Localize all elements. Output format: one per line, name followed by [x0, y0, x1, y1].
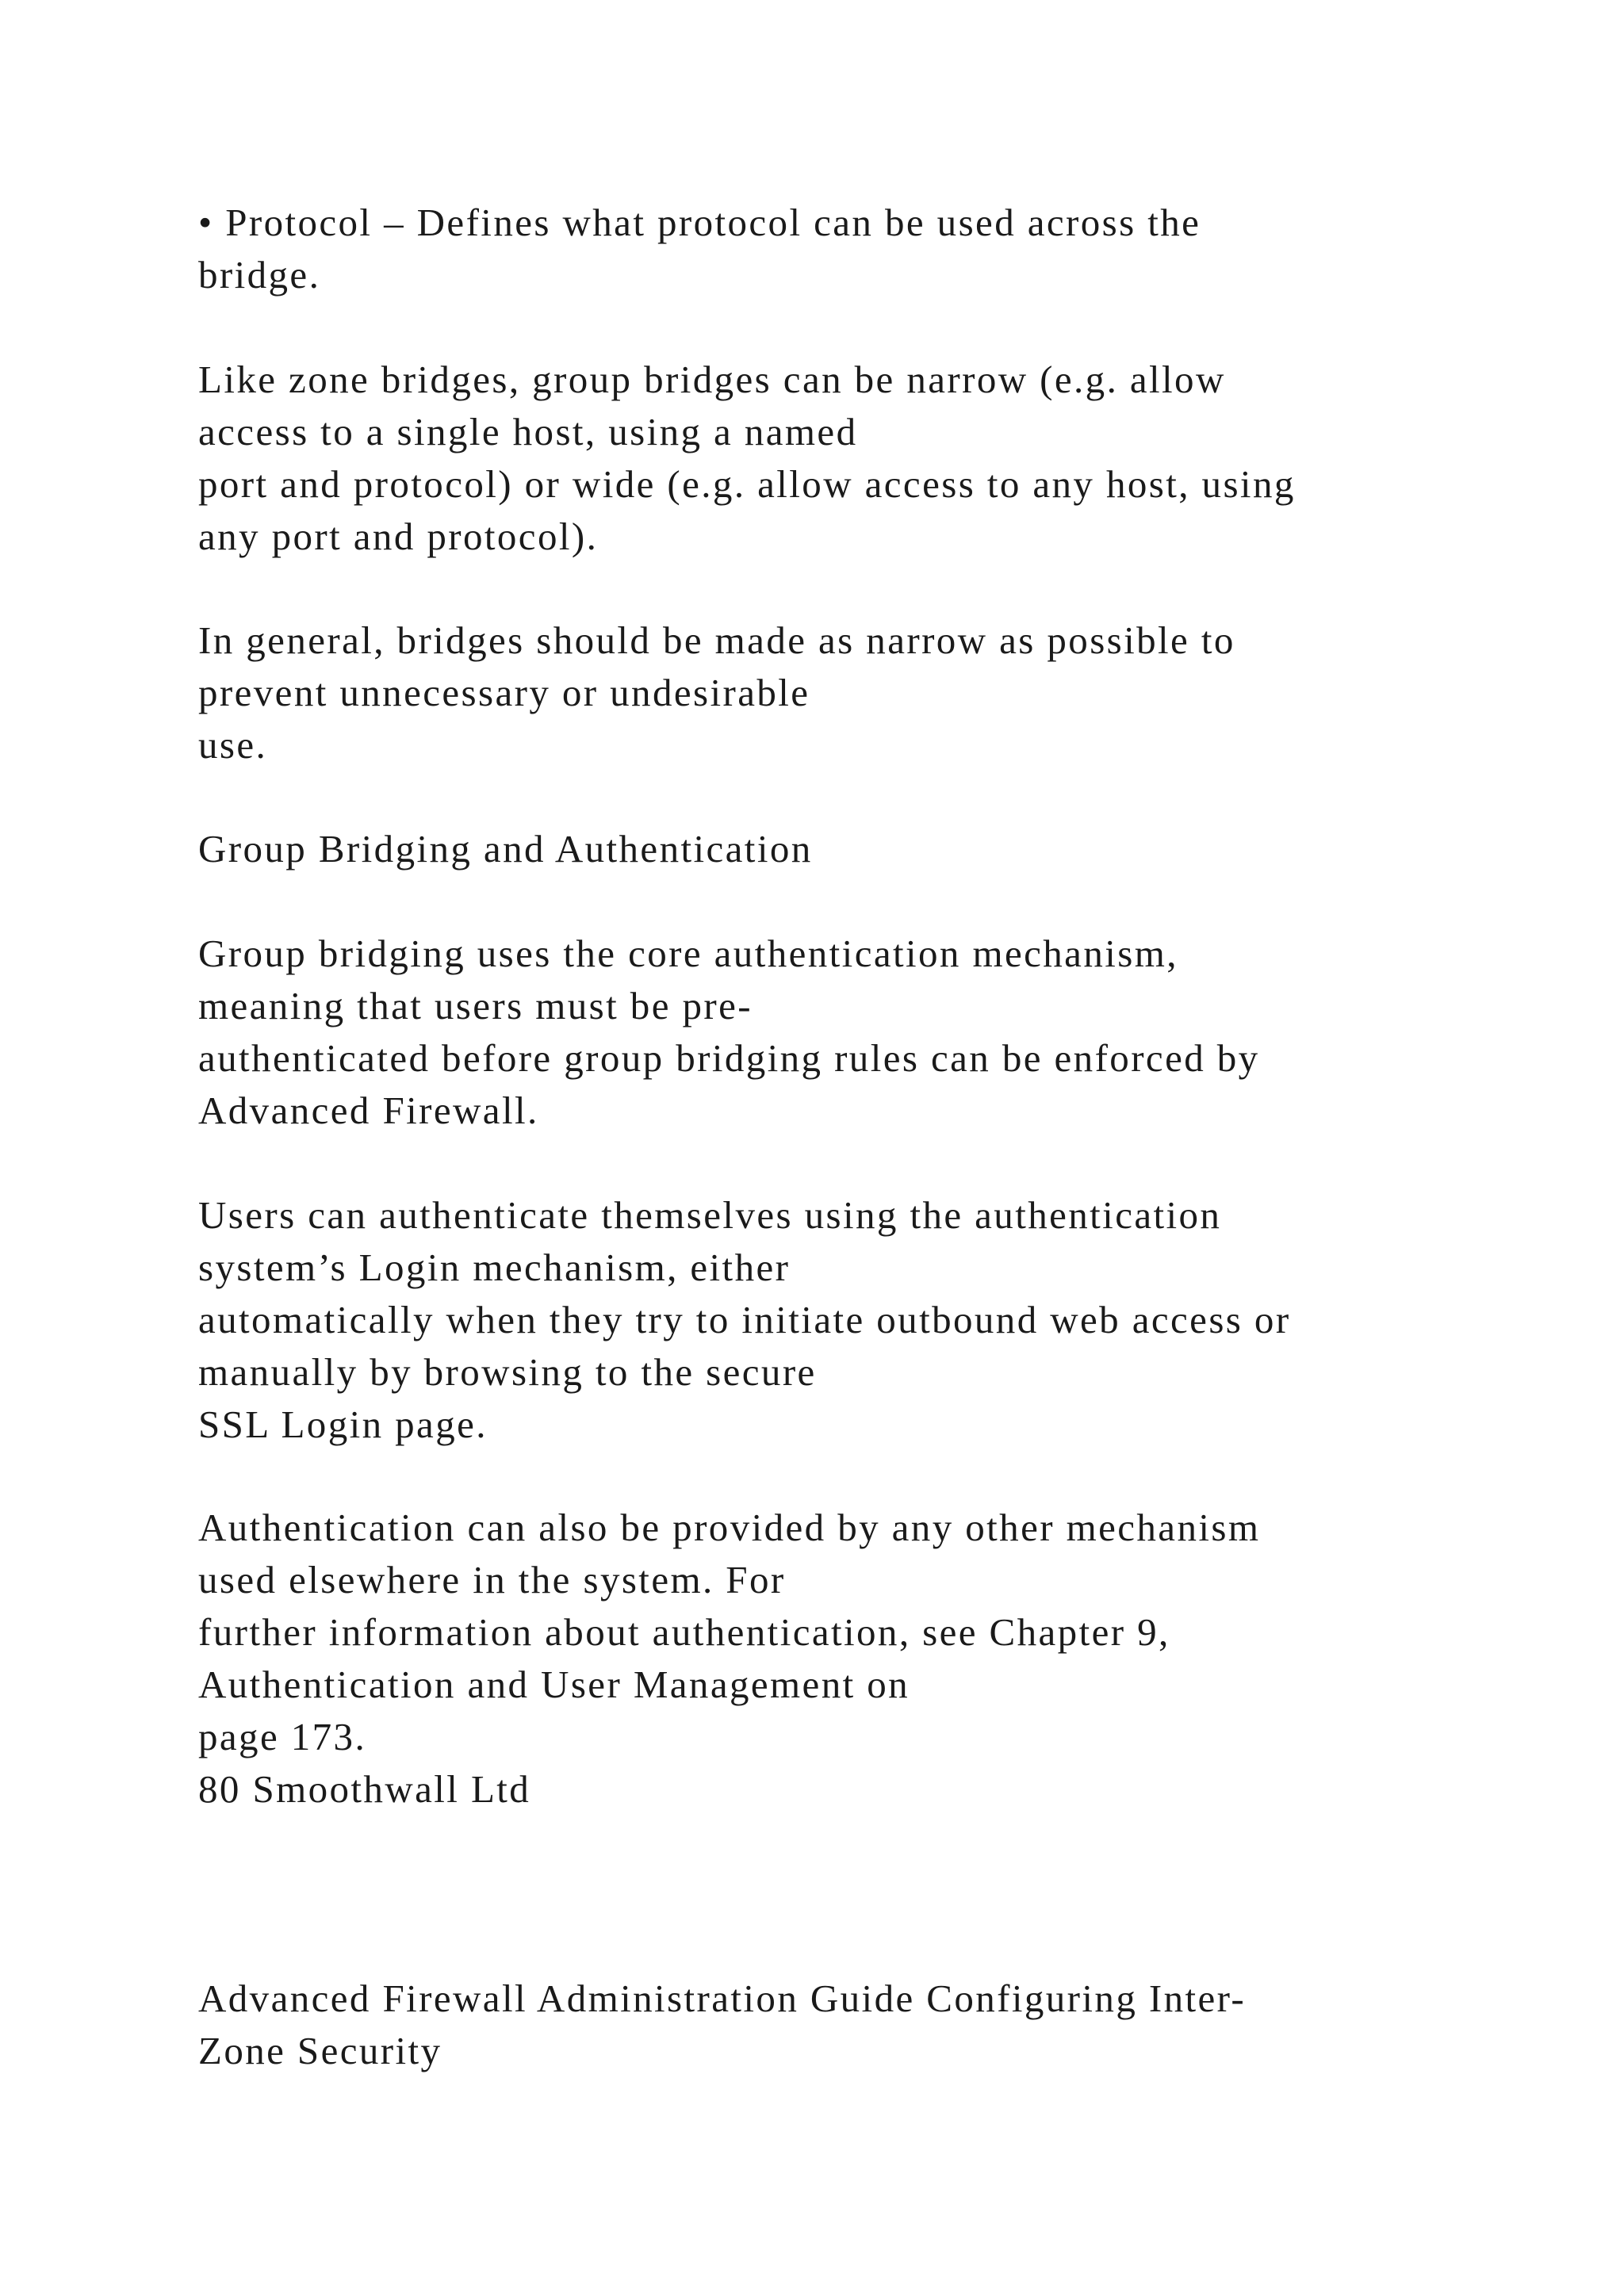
text-line: Like zone bridges, group bridges can be narrow (e.g. allow — [198, 358, 1226, 401]
text-line: system’s Login mechanism, either — [198, 1246, 791, 1289]
bridge-width-paragraph — [198, 354, 1546, 563]
text-line: prevent unnecessary or undesirable — [198, 671, 810, 714]
other-mechanisms-paragraph — [198, 1502, 1546, 1816]
section-heading — [198, 823, 1546, 875]
text-line: Users can authenticate themselves using the authentication — [198, 1193, 1222, 1237]
heading-line: Group Bridging and Authentication — [198, 827, 813, 871]
text-line: used elsewhere in the system. For — [198, 1558, 786, 1601]
text-line: access to a single host, using a named — [198, 410, 858, 453]
text-line: Zone Security — [198, 2029, 442, 2072]
text-line: use. — [198, 723, 268, 767]
text-line: Group bridging uses the core authentication mechanism, — [198, 932, 1178, 975]
narrow-bridges-paragraph — [198, 614, 1546, 771]
text-line: Authentication and User Management on — [198, 1663, 910, 1706]
text-line: manually by browsing to the secure — [198, 1350, 817, 1394]
protocol-bullet-paragraph — [198, 197, 1546, 301]
text-line: • Protocol – Defines what protocol can be used across the — [198, 201, 1201, 244]
page-footer: 80 Smoothwall Ltd — [198, 1767, 531, 1811]
text-line: Advanced Firewall Administration Guide Configuring Inter- — [198, 1976, 1247, 2020]
login-mechanism-paragraph — [198, 1189, 1546, 1451]
text-line: any port and protocol). — [198, 515, 599, 558]
core-authentication-paragraph — [198, 928, 1546, 1137]
text-line: SSL Login page. — [198, 1402, 488, 1446]
text-line: page 173. — [198, 1715, 367, 1758]
text-line: In general, bridges should be made as narrow as possible to — [198, 618, 1235, 662]
text-line: bridge. — [198, 253, 321, 297]
running-header — [198, 1973, 1546, 2077]
text-line: Advanced Firewall. — [198, 1089, 539, 1132]
text-line: further information about authentication, see Chapter 9, — [198, 1610, 1170, 1654]
text-line: automatically when they try to initiate outbound web access or — [198, 1298, 1291, 1341]
text-line: meaning that users must be pre- — [198, 984, 753, 1027]
text-line: Authentication can also be provided by any other mechanism — [198, 1506, 1261, 1549]
text-line: port and protocol) or wide (e.g. allow access to any host, using — [198, 462, 1296, 506]
text-line: authenticated before group bridging rules can be enforced by — [198, 1036, 1260, 1080]
